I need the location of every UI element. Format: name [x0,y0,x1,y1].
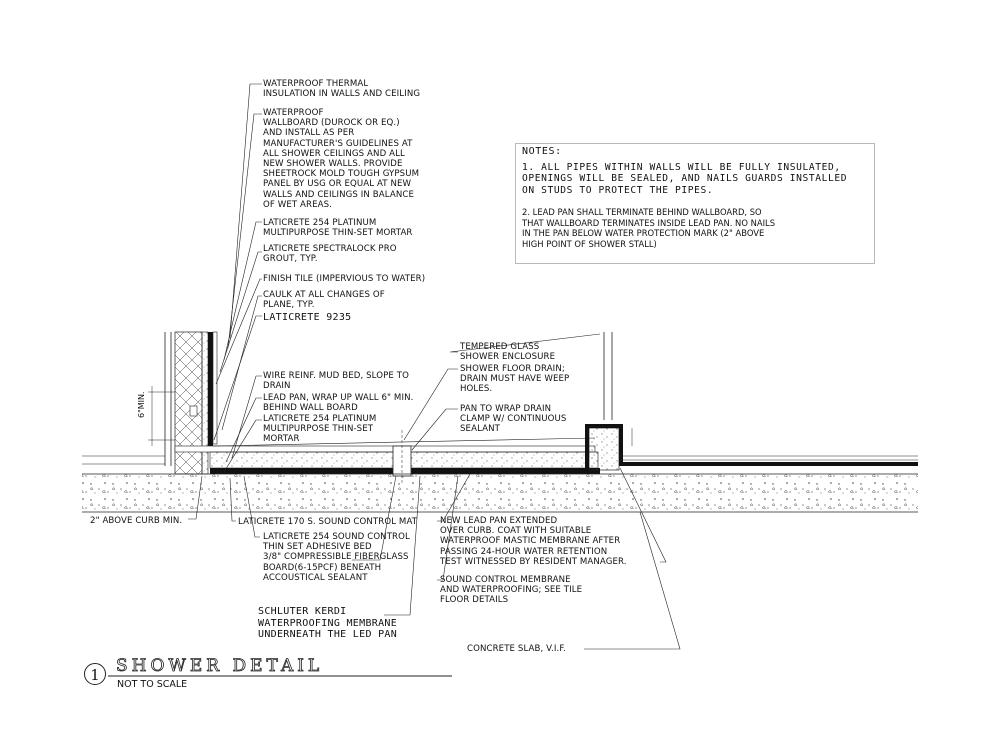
label-line: 2" ABOVE CURB MIN. [90,516,183,526]
label-line: WALLBOARD (DUROCK OR EQ.) [263,118,400,129]
label-wire-reinf [263,371,409,391]
label-line: WATERPROOF THERMAL [263,79,369,89]
label-line: AND WATERPROOFING; SEE TILE [440,585,583,596]
label-sound-mat [238,517,417,527]
label-line: BEHIND WALL BOARD [263,403,358,414]
label-line: MULTIPURPOSE THIN-SET [263,424,374,435]
label-line: SHOWER ENCLOSURE [460,352,556,363]
label-line: SEALANT [460,424,501,435]
label-floor-drain [460,364,569,395]
label-line: WATERPROOFING MEMBRANE [258,617,398,629]
notes-box [515,143,875,264]
label-line: DRAIN [263,381,291,392]
curb-assembly [585,332,918,470]
label-line: NEW SHOWER WALLS. PROVIDE [263,159,403,170]
label-line: PANEL BY USG OR EQUAL AT NEW [263,179,412,190]
label-line: LATICRETE 254 SOUND CONTROL [263,532,410,542]
label-finish-tile [263,274,425,284]
concrete-slab [82,474,918,512]
label-line: WATERPROOF MASTIC MEMBRANE AFTER [440,536,621,547]
label-laticrete-254-top [263,218,413,238]
label-line: CLAMP W/ CONTINUOUS [460,414,567,425]
dimension-label: 6"MIN. [137,391,146,418]
label-kerdi [258,606,397,641]
note-1-line: OPENINGS WILL BE SEALED, AND NAILS GUARDS INSTALLED [522,173,848,185]
label-sound-membrane [440,575,582,606]
label-new-lead-pan [440,516,627,567]
label-line: WALLS AND CEILINGS IN BALANCE [263,189,414,200]
label-lead-pan [263,393,413,413]
label-line: SHOWER FLOOR DRAIN; [460,364,565,374]
label-laticrete-9235 [263,312,352,324]
label-line: BOARD(6-15PCF) BENEATH [263,562,382,573]
note-2 [522,207,775,249]
label-line: LATICRETE SPECTRALOCK PRO [263,244,397,254]
label-line: MORTAR [263,434,300,445]
label-glass [460,342,555,362]
label-laticrete-254-mid [263,414,376,445]
label-line: INSULATION IN WALLS AND CEILING [263,89,421,100]
label-line: SHEETROCK MOLD TOUGH GYPSUM [263,169,420,180]
scale-note: NOT TO SCALE [117,679,188,690]
note-1-line: 1. ALL PIPES WITHIN WALLS WILL BE FULLY INSULATED, [522,162,841,173]
label-line: 3/8" COMPRESSIBLE FIBERGLASS [263,552,409,563]
note-1 [522,162,847,196]
note-2-line: IN THE PAN BELOW WATER PROTECTION MARK (2" ABOVE [522,228,765,239]
label-curb [90,516,182,526]
label-line: AND INSTALL AS PER [263,128,355,139]
label-line: UNDERNEATH THE LED PAN [258,629,398,640]
label-spectralock [263,244,397,264]
label-line: SCHLUTER KERDI [258,606,347,617]
label-line: PASSING 24-HOUR WATER RETENTION [440,546,608,557]
label-line: ACCOUSTICAL SEALANT [263,572,368,583]
label-line: ALL SHOWER CEILINGS AND ALL [263,148,405,159]
label-line: TEMPERED GLASS [460,342,540,352]
label-sound-control [263,532,410,583]
note-1-line: ON STUDS TO PROTECT THE PIPES. [522,184,714,196]
label-line: NEW LEAD PAN EXTENDED [440,516,558,526]
label-line: CONCRETE SLAB, V.I.F. [467,644,566,654]
label-line: FLOOR DETAILS [440,595,509,606]
label-line: PLANE, TYP. [263,300,315,311]
label-line: PAN TO WRAP DRAIN [460,404,552,414]
label-line: MULTIPURPOSE THIN-SET MORTAR [263,228,413,239]
label-wallboard [263,108,419,210]
label-line: WIRE REINF. MUD BED, SLOPE TO [263,371,409,381]
label-line: LATICRETE 170 S. SOUND CONTROL MAT [238,517,418,527]
label-line: MANUFACTURER'S GUIDELINES AT [263,138,413,149]
label-line: TEST WITNESSED BY RESIDENT MANAGER. [440,556,627,567]
label-line: OVER CURB. COAT WITH SUITABLE [440,526,592,537]
label-line: DRAIN MUST HAVE WEEP [460,374,570,385]
label-line: OF WET AREAS. [263,199,332,210]
label-line: FINISH TILE (IMPERVIOUS TO WATER) [263,274,426,284]
label-line: HOLES. [460,384,493,395]
note-2-line: HIGH POINT OF SHOWER STALL) [522,238,657,249]
note-2-line: THAT WALLBOARD TERMINATES INSIDE LEAD PAN. NO NAILS [522,217,776,228]
label-pan-wrap [460,404,566,435]
label-line: LATICRETE 9235 [263,312,352,323]
detail-number-bubble: 1 [84,663,106,685]
notes-heading: NOTES: [522,146,562,157]
label-slab [467,644,566,654]
label-line: THIN SET ADHESIVE BED [263,542,372,553]
note-2-line: 2. LEAD PAN SHALL TERMINATE BEHIND WALLBOARD, SO [522,207,762,217]
label-line: LATICRETE 254 PLATINUM [263,218,377,228]
label-line: LATICRETE 254 PLATINUM [263,414,377,424]
label-caulk [263,290,385,310]
label-line: WATERPROOF [263,108,324,118]
label-line: GROUT, TYP. [263,254,318,265]
wall-assembly [82,332,217,474]
label-line: SOUND CONTROL MEMBRANE [440,575,571,585]
drawing-title: SHOWER DETAIL [116,656,324,676]
label-insulation [263,79,420,99]
label-line: CAULK AT ALL CHANGES OF [263,290,385,300]
label-line: LEAD PAN, WRAP UP WALL 6" MIN. [263,393,414,403]
